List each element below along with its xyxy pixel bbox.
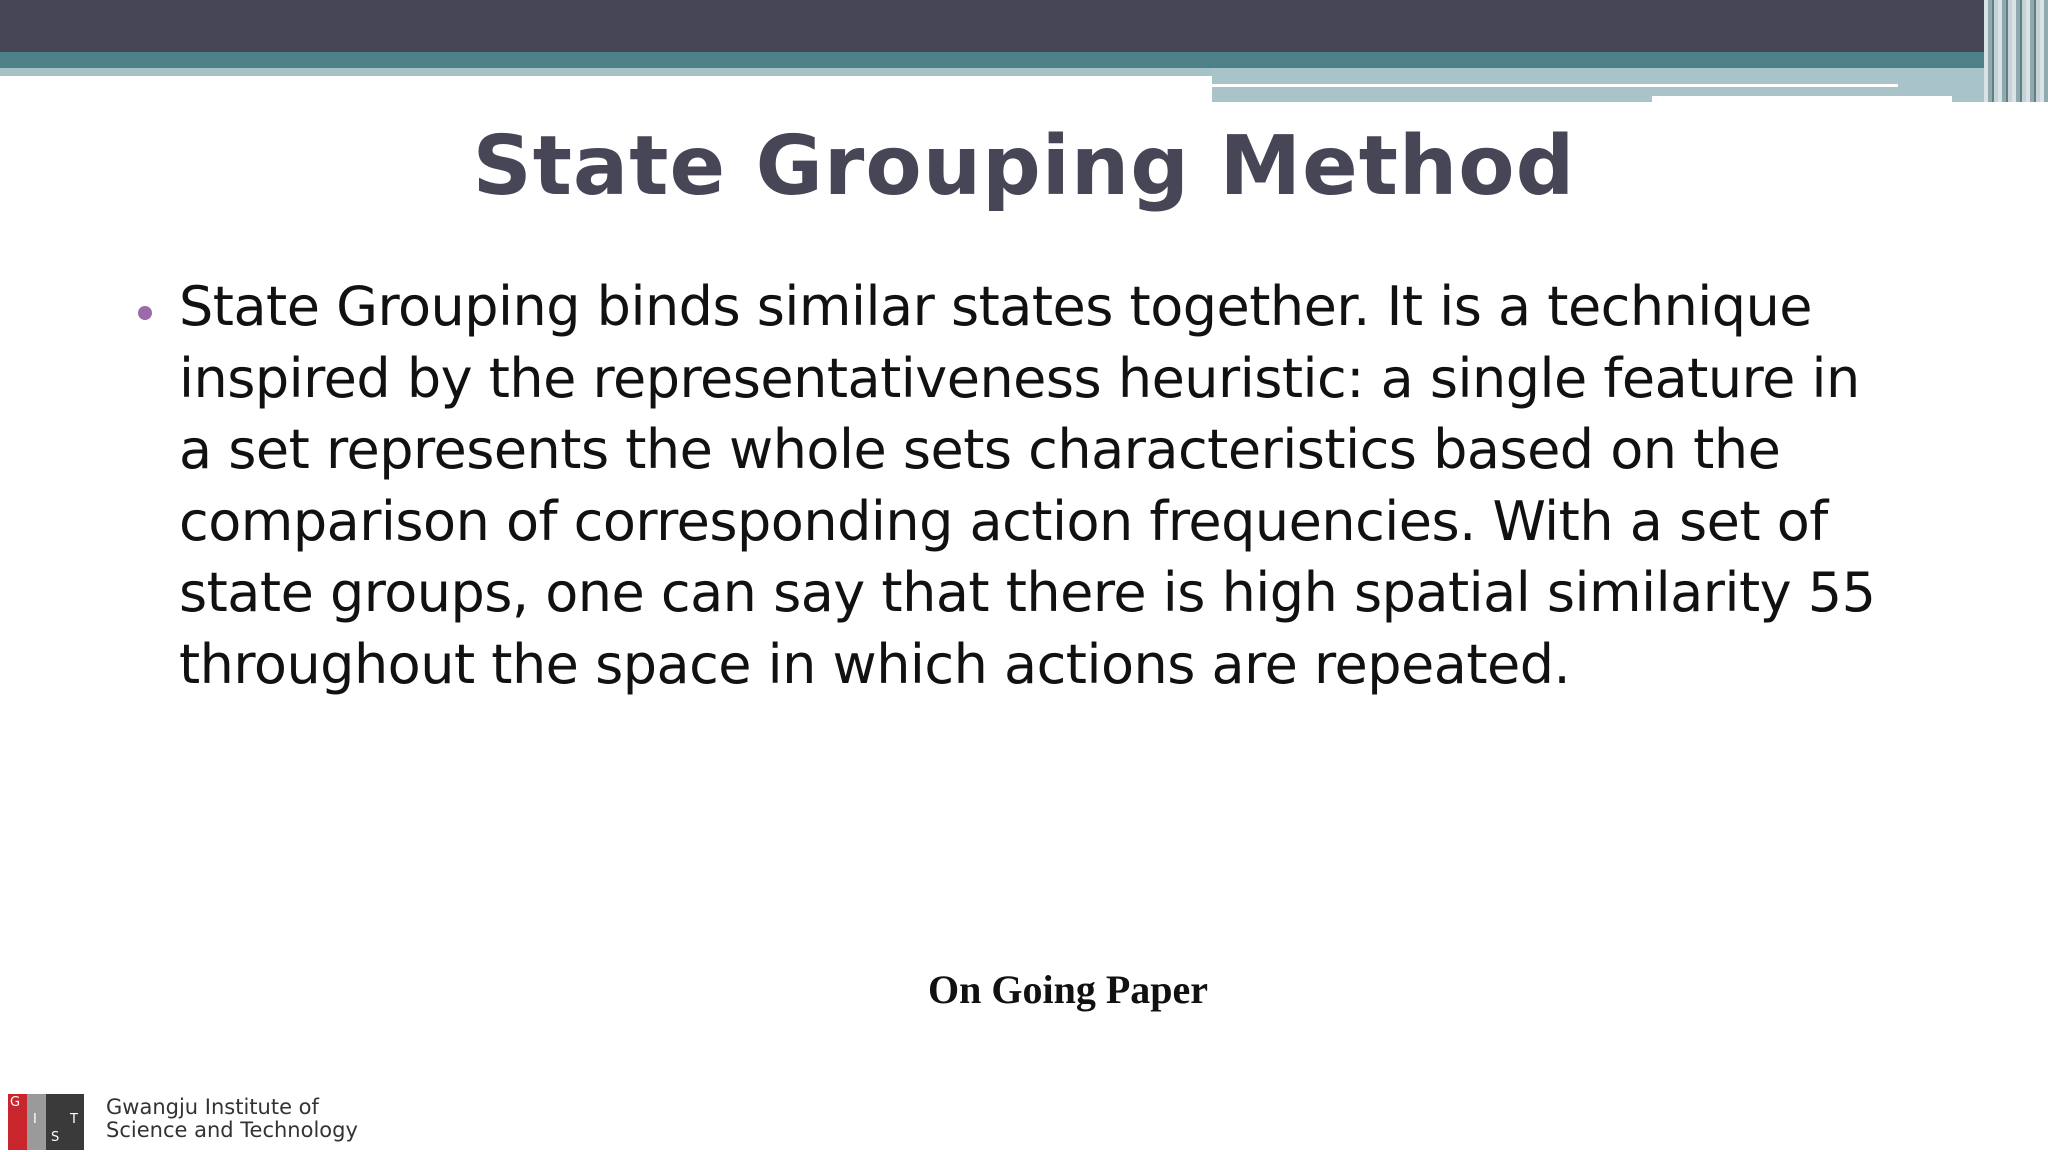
bullet-text: State Grouping binds similar states together. It is a technique inspired by the representativeness heuristic: a single feature in a set represents the whole sets characteristics based on the comparison of corresponding action frequencies. With a set of state groups, one can say that there is high spatial similarity 55 throughout the space in which actions are repeated.: [179, 275, 1876, 696]
header-stripes-decoration: [1984, 0, 2048, 102]
logo-cell-i: [27, 1094, 46, 1150]
bullet-icon: [138, 306, 152, 320]
institution-name-line2: Science and Technology: [106, 1118, 358, 1142]
logo-letter-g: G: [10, 1095, 21, 1110]
logo-letter-i: I: [33, 1112, 37, 1127]
header-teal-strip: [0, 52, 2048, 68]
gist-logo-icon: [8, 1094, 86, 1150]
logo-cell-g: [8, 1094, 27, 1150]
logo-letter-s: S: [51, 1130, 60, 1145]
logo-letter-t: T: [70, 1112, 78, 1127]
logo-cell-t: [65, 1094, 84, 1150]
footer-note: On Going Paper: [927, 967, 1209, 1012]
institution-name-line1: Gwangju Institute of: [106, 1095, 319, 1119]
logo-cell-s: [46, 1094, 65, 1150]
header-divider-line: [1212, 84, 1898, 87]
header-bar: [0, 0, 2048, 52]
header-gap: [1652, 96, 1952, 102]
institution-name: [106, 1096, 358, 1142]
header-pale-strip-left: [0, 68, 1212, 76]
slide-title: State Grouping Method: [472, 119, 1576, 214]
